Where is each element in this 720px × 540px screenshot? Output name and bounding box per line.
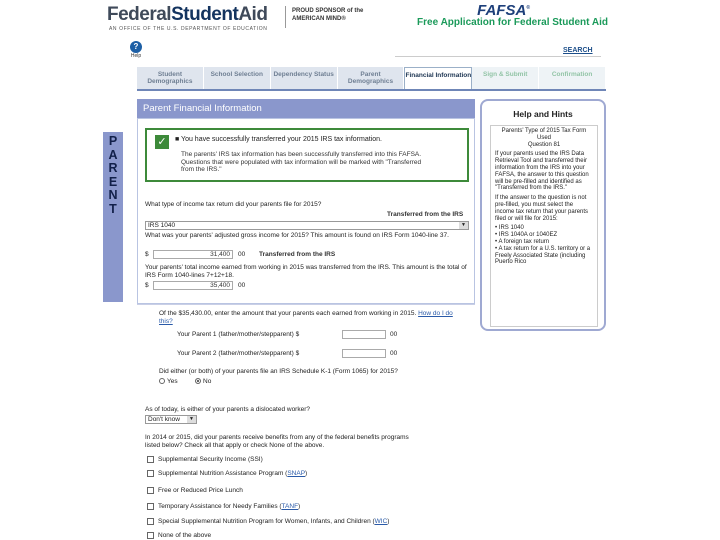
benefit-lunch[interactable] (147, 486, 243, 496)
help-list (495, 225, 593, 266)
chevron-down-icon: ▼ (459, 222, 468, 229)
help-list-item: • IRS 1040A or 1040EZ (495, 232, 593, 239)
tax-return-select[interactable] (145, 221, 469, 230)
tanf-link[interactable]: TANF (281, 503, 299, 510)
k1-yes-radio[interactable] (159, 378, 165, 384)
k1-yes-label: Yes (167, 378, 178, 385)
parent-letter: E (108, 174, 118, 189)
parent-section-label (106, 135, 120, 216)
k1-yes-option[interactable] (159, 378, 178, 386)
help-button[interactable] (127, 41, 145, 59)
help-question-title: Parents' Type of 2015 Tax Form Used (501, 128, 587, 141)
search-button[interactable]: SEARCH (563, 47, 593, 54)
k1-no-label: No (203, 378, 212, 385)
tab-financial-information[interactable]: Financial Information (404, 67, 472, 89)
chevron-down-icon: ▼ (187, 416, 196, 423)
parent2-cents: 00 (390, 350, 398, 357)
logo-aid: Aid (238, 4, 268, 25)
benefit-none[interactable] (147, 531, 211, 540)
benefit-label: Temporary Assistance for Needy Families ( (158, 503, 282, 510)
parent2-income-input[interactable] (342, 349, 386, 358)
tab-sign-submit[interactable]: Sign & Submit (472, 67, 539, 89)
benefit-checkbox[interactable] (147, 470, 154, 477)
parent1-cents: 00 (390, 331, 398, 338)
question-each-parent-earned (159, 310, 459, 325)
benefit-checkbox[interactable] (147, 532, 154, 539)
logo-federal: Federal (107, 4, 172, 25)
success-detail: The parents' IRS tax information has been successfully transferred into this FAFSA. Questions that were populated with tax information will be marked with "Transferred from the IRS." (181, 151, 422, 173)
dislocated-worker-select[interactable] (145, 415, 197, 424)
success-message: ■ You have successfully transferred your 2015 IRS tax information. (175, 136, 382, 143)
fafsa-full-name: Free Application for Federal Student Aid (417, 17, 608, 28)
tab-confirmation[interactable]: Confirmation (539, 67, 606, 89)
transferred-tag: Transferred from the IRS (387, 211, 464, 218)
benefit-label-suffix: ) (305, 470, 308, 477)
tab-school-selection[interactable]: School Selection (204, 67, 271, 89)
section-divider (137, 304, 475, 305)
question-benefits: In 2014 or 2015, did your parents receive benefits from any of the federal benefits programs listed below? Check all that apply or check None of the above. (145, 434, 409, 449)
question-agi: What was your parents' adjusted gross income for 2015? This amount is found on IRS Form 1040-line 37. (145, 232, 449, 239)
tab-dependency-status[interactable]: Dependency Status (271, 67, 338, 89)
logo-divider (285, 6, 286, 28)
how-do-i-link[interactable]: How do I do this? (159, 310, 453, 325)
parent-letter: N (108, 188, 118, 202)
tab-underline (137, 89, 606, 91)
parent1-label: Your Parent 1 (father/mother/stepparent) $ (177, 331, 300, 338)
help-question-number: Question 81 (527, 141, 561, 148)
fafsa-logo[interactable]: FAFSA® (477, 2, 530, 19)
help-paragraph: If the answer to the question is not pre-filled, you must select the income tax return that your parents filed or will file for 2015: (495, 195, 589, 222)
benefit-wic[interactable] (147, 517, 389, 527)
benefit-label: None of the above (158, 532, 212, 539)
income-earned-input[interactable]: 35,400 (153, 281, 233, 290)
question-dislocated-worker: As of today, is either of your parents a dislocated worker? (145, 406, 310, 413)
benefit-tanf[interactable] (147, 502, 300, 512)
benefit-checkbox[interactable] (147, 503, 154, 510)
benefit-label: Supplemental Nutrition Assistance Program ( (158, 470, 288, 477)
benefit-checkbox[interactable] (147, 487, 154, 494)
question-each-parent-text: Of the $35,430.00, enter the amount that your parents each earned from working in 2015. (159, 310, 417, 317)
benefit-label: Special Supplemental Nutrition Program for Women, Infants, and Children ( (158, 518, 375, 525)
tab-student-demographics[interactable]: Student Demographics (137, 67, 204, 89)
parent1-income-input[interactable] (342, 330, 386, 339)
benefit-label: Free or Reduced Price Lunch (158, 487, 243, 494)
benefit-label: Supplemental Security Income (SSI) (158, 456, 263, 463)
page (97, 0, 610, 540)
fafsa-logo-text: FAFSA (477, 2, 527, 19)
dollar-sign: $ (145, 282, 149, 289)
progress-tabs (137, 67, 606, 89)
k1-no-radio[interactable] (195, 378, 201, 384)
agi-input[interactable]: 31,400 (153, 250, 233, 259)
benefit-checkbox[interactable] (147, 456, 154, 463)
agi-cents: 00 (238, 251, 246, 258)
header (97, 0, 610, 38)
help-hints-title: Help and Hints (513, 109, 573, 119)
help-icon: ? (130, 41, 142, 53)
parent-letter: T (109, 201, 117, 216)
benefit-ssi[interactable] (147, 455, 263, 465)
success-message-box (145, 128, 469, 182)
income-earned-cents: 00 (238, 282, 246, 289)
snap-link[interactable]: SNAP (287, 470, 306, 477)
benefit-label-suffix: ) (387, 518, 390, 525)
help-question (495, 128, 593, 148)
agi-transferred-tag: Transferred from the IRS (259, 251, 336, 258)
sponsor-text: PROUD SPONSOR of the AMERICAN MIND® (292, 8, 364, 22)
help-label: Help (130, 53, 142, 59)
check-icon: ✓ (155, 135, 169, 149)
help-list-item: • IRS 1040 (495, 225, 593, 232)
logo-tagline: AN OFFICE OF THE U.S. DEPARTMENT OF EDUCATION (109, 26, 268, 32)
benefit-snap[interactable] (147, 469, 307, 479)
tab-parent-demographics[interactable]: Parent Demographics (338, 67, 405, 89)
success-message-text: You have successfully transferred your 2015 IRS tax information. (181, 136, 382, 143)
help-hints-body[interactable] (490, 125, 598, 327)
parent-letter: P (108, 134, 118, 148)
parent-letter: A (108, 147, 118, 162)
dislocated-worker-value: Don't know (148, 416, 180, 423)
benefit-checkbox[interactable] (147, 518, 154, 525)
page-title: Parent Financial Information (137, 99, 475, 118)
tax-return-value: IRS 1040 (148, 222, 176, 229)
help-list-item: • A foreign tax return (495, 239, 593, 246)
wic-link[interactable]: WIC (374, 518, 388, 525)
help-list-item: • A tax return for a U.S. territory or a Freely Associated State (including Puerto Rico (495, 246, 593, 266)
question-schedule-k1: Did either (or both) of your parents file an IRS Schedule K-1 (Form 1065) for 2015? (159, 368, 398, 375)
question-income-earned: Your parents' total income earned from working in 2015 was transferred from the IRS. This amount is the total of IRS Form 1040-lines 7+12+18. (145, 264, 467, 279)
fsa-logo[interactable] (107, 4, 267, 26)
dollar-sign: $ (145, 251, 149, 258)
help-paragraph: If your parents used the IRS Data Retrieval Tool and transferred their information from the IRS into your FAFSA, the answer to this question will be pre-filled and identified as "Transferred from the IRS." (495, 151, 589, 192)
parent2-label: Your Parent 2 (father/mother/stepparent) $ (177, 350, 300, 357)
parent-letter: R (108, 161, 118, 175)
logo-student: Student (171, 4, 239, 25)
k1-no-option[interactable] (195, 378, 211, 386)
help-hints-panel (480, 99, 606, 331)
question-tax-return-type: What type of income tax return did your parents file for 2015? (145, 201, 322, 208)
benefit-label-suffix: ) (298, 503, 301, 510)
